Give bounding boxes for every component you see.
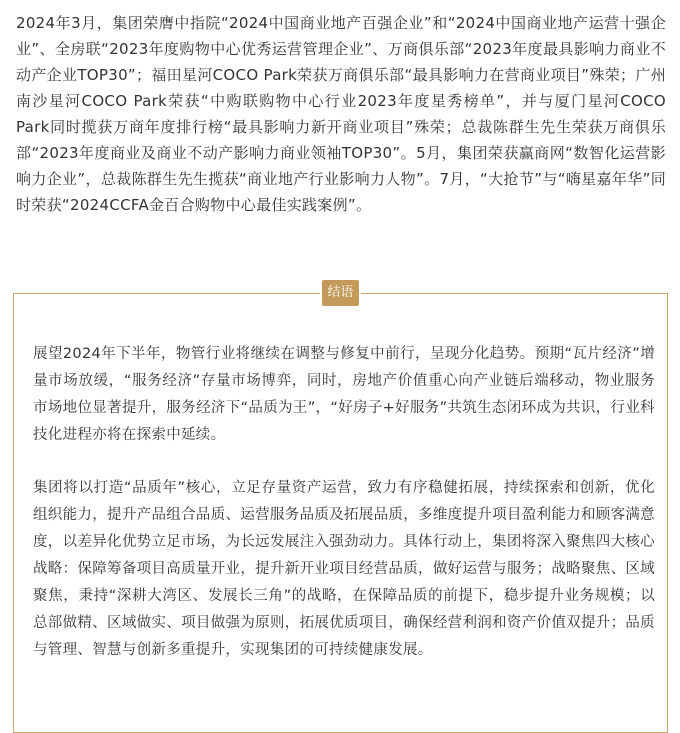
conclusion-paragraph-1: 展望2024年下半年，物管行业将继续在调整与修复中前行，呈现分化趋势。预期“瓦片经济”增量市场放缓，“服务经济”存量市场博弈，同时，房地产价值重心向产业链后端移动，物业服务市场地位显著提升，服务经济下“品质为王”，“好房子+好服务”共筑生态闭环成为共识，行业科技化进程亦将在探索中延续。 bbox=[33, 346, 655, 443]
conclusion-badge: 结语 bbox=[322, 280, 359, 306]
intro-paragraph: 2024年3月，集团荣膺中指院“2024中国商业地产百强企业”和“2024中国商业地产运营十强企业”、全房联“2023年度购物中心优秀运营管理企业”、万商俱乐部“2023年度最具影响力商业不动产企业TOP30”；福田星河COCO Park荣获万商俱乐部“最具影响力在营商业项目”殊荣；广州南沙星河COCO Park荣获“中购联购物中心行业2023年度星秀榜单”，并与厦门星河COCO Park同时揽获万商年度排行榜“最具影响力新开商业项目”殊荣；总裁陈群生先生荣获万商俱乐部“2023年度商业及商业不动产影响力商业领袖TOP30”。5月，集团荣获赢商网“数智化运营影响力企业”，总裁陈群生先生揽获“商业地产行业影响力人物”。7月，“大抢节”与“嗨星嘉年华”同时荣获“2024CCFA金百合购物中心最佳实践案例”。 bbox=[16, 14, 666, 214]
conclusion-paragraph-2: 集团将以打造“品质年”核心，立足存量资产运营，致力有序稳健拓展，持续探索和创新，优化组织能力，提升产品组合品质、运营服务品质及拓展品质，多维度提升项目盈利能力和顾客满意度，以差异化优势立足市场，为长远发展注入强劲动力。具体行动上，集团将深入聚焦四大核心战略：保障筹备项目高质量开业，提升新开业项目经营品质，做好运营与服务；战略聚焦、区域聚焦，秉持“深耕大湾区、发展长三角”的战略，在保障品质的前提下，稳步提升业务规模；以总部做精、区域做实、项目做强为原则，拓展优质项目，确保经营利润和资产价值双提升；品质与管理、智慧与创新多重提升，实现集团的可持续健康发展。 bbox=[33, 480, 655, 658]
